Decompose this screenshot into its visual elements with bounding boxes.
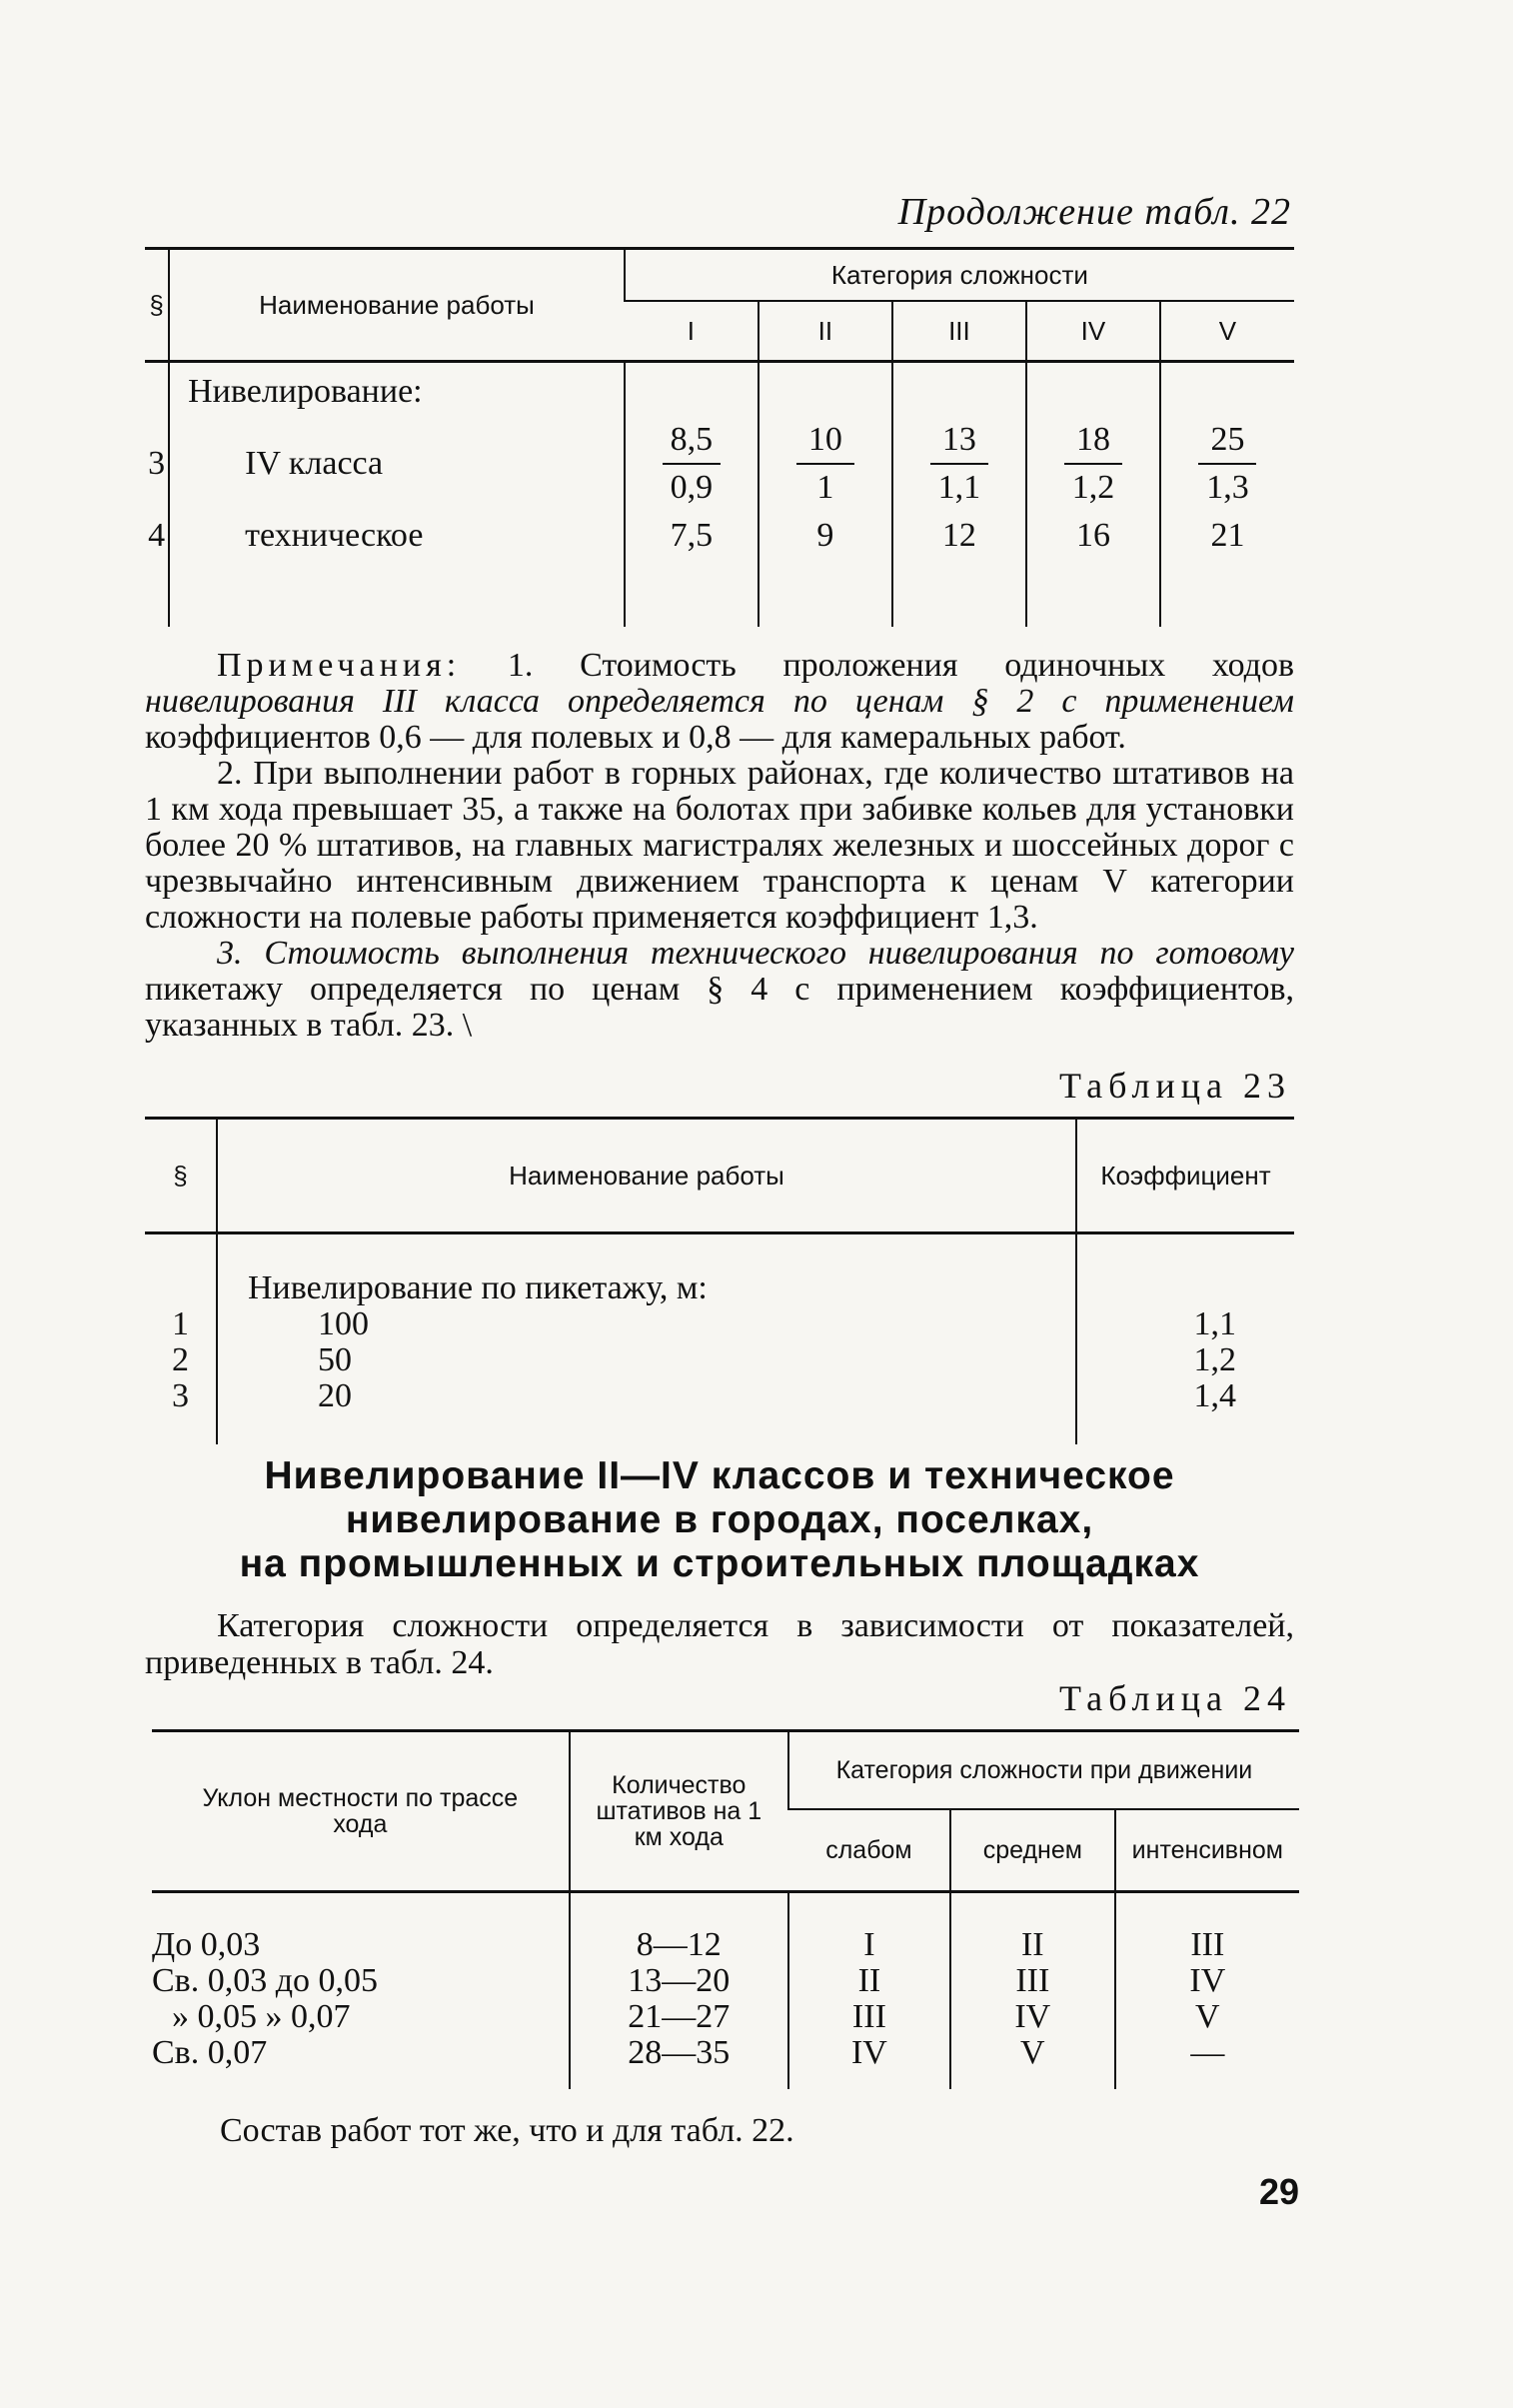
table-row (152, 1963, 1299, 1999)
row-medium: III (950, 1963, 1115, 1999)
value-top: 18 (1064, 421, 1122, 465)
note-2: 2. При выполнении работ в горных районах, где количество штативов на 1 км хода превышает 35, а также на болотах при забивке кольев для установки более 20 % штативов, на главных магистралях железных и шоссейных дорог с чрезвычайно интенсивным движением транспорта к ценам V категории сложности на полевые работы применяется коэффициент 1,3. (145, 755, 1294, 936)
value-bottom: 1,1 (937, 469, 981, 506)
section-heading-line-3: на промышленных и строительных площадках (239, 1542, 1200, 1585)
row-name: техническое (169, 507, 625, 565)
table-24 (152, 1729, 1299, 2089)
row-coefficient: 1,4 (1076, 1378, 1294, 1444)
note-3-part-b: пикетажу определяется по ценам § 4 с применением коэффициентов, указанных в табл. 23. \ (145, 971, 1294, 1044)
row-section: 3 (148, 445, 166, 482)
table-row (145, 507, 1294, 565)
table-row (145, 1306, 1294, 1342)
header-tripod-count: Количество штативов на 1 км хода (570, 1731, 788, 1892)
header-section: § (173, 1160, 188, 1191)
section-paragraph (145, 1607, 1294, 1681)
value-cell: 9 (758, 507, 892, 565)
table-row (152, 1892, 1299, 1964)
row-intense: IV (1115, 1963, 1299, 1999)
value-bottom: 1,3 (1206, 469, 1249, 506)
note-1 (145, 648, 1294, 756)
row-weak: I (788, 1892, 950, 1964)
value-cell: 16 (1026, 507, 1160, 565)
value-top: 13 (930, 421, 988, 465)
value-top: 25 (1198, 421, 1256, 465)
row-name: 20 (217, 1378, 1076, 1444)
header-cat-5: V (1160, 301, 1294, 362)
header-weak: слабом (788, 1809, 950, 1892)
table-row (145, 421, 1294, 507)
table-23-caption: Таблица 23 (1059, 1066, 1291, 1106)
row-weak: III (788, 1999, 950, 2035)
table-row (145, 1342, 1294, 1378)
header-category: Категория сложности (625, 249, 1294, 302)
row-medium: V (950, 2035, 1115, 2089)
header-coefficient: Коэффициент (1076, 1119, 1294, 1233)
section-heading (145, 1454, 1294, 1586)
notes-block (145, 648, 1294, 1044)
notes-lead: Примечания: (217, 647, 462, 684)
header-category: Категория сложности при движении (788, 1731, 1299, 1810)
footer-note: Состав работ тот же, что и для табл. 22. (220, 2112, 794, 2149)
row-coefficient: 1,2 (1076, 1342, 1294, 1378)
table-22 (145, 247, 1294, 627)
group-label: Нивелирование по пикетажу, м: (217, 1233, 1076, 1307)
group-label: Нивелирование: (169, 362, 625, 422)
note-1-part-b: нивелирования III класса определяется по ценам § 2 с применением (145, 683, 1294, 720)
value-bottom: 0,9 (670, 469, 714, 506)
value-cell: 12 (892, 507, 1026, 565)
row-intense: — (1115, 2035, 1299, 2089)
header-intense: интенсивном (1115, 1809, 1299, 1892)
value-top: 10 (796, 421, 854, 465)
row-slope: До 0,03 (152, 1926, 261, 1963)
section-heading-line-1: Нивелирование II—IV классов и техническое (264, 1454, 1175, 1497)
header-work-name: Наименование работы (169, 249, 625, 362)
table-row (145, 1378, 1294, 1444)
page-number: 29 (1258, 2171, 1299, 2212)
row-count: 8—12 (570, 1892, 788, 1964)
row-slope: Св. 0,07 (152, 2034, 268, 2071)
header-section: § (149, 289, 164, 320)
row-medium: IV (950, 1999, 1115, 2035)
table-row (152, 1999, 1299, 2035)
value-top: 8,5 (663, 421, 721, 465)
value-cell: 7,5 (625, 507, 758, 565)
header-cat-2: II (758, 301, 892, 362)
row-name: 100 (217, 1306, 1076, 1342)
row-count: 28—35 (570, 2035, 788, 2089)
note-3-part-a: 3. Стоимость выполнения технического нивелирования по готовому (217, 935, 1294, 972)
header-cat-1: I (625, 301, 758, 362)
note-1-part-a: 1. Стоимость проложения одиночных ходов (507, 647, 1294, 684)
row-count: 13—20 (570, 1963, 788, 1999)
row-section: 4 (148, 517, 166, 554)
row-section: 3 (172, 1377, 189, 1414)
row-intense: III (1115, 1892, 1299, 1964)
value-cell: 21 (1160, 507, 1294, 565)
header-cat-4: IV (1026, 301, 1160, 362)
header-slope: Уклон местности по трассе хода (202, 1784, 519, 1838)
row-section: 1 (172, 1305, 189, 1342)
table-23 (145, 1117, 1294, 1444)
value-bottom: 1,2 (1071, 469, 1115, 506)
row-coefficient: 1,1 (1076, 1306, 1294, 1342)
note-1-part-c: коэффициентов 0,6 — для полевых и 0,8 — для камеральных работ. (145, 719, 1126, 756)
table-24-caption: Таблица 24 (1059, 1678, 1291, 1718)
table-row (152, 2035, 1299, 2089)
row-weak: II (788, 1963, 950, 1999)
section-heading-line-2: нивелирование в городах, поселках, (345, 1498, 1094, 1541)
value-bottom: 1 (816, 469, 834, 506)
section-paragraph-text: Категория сложности определяется в зависимости от показателей, приведенных в табл. 24. (145, 1607, 1294, 1681)
header-cat-3: III (892, 301, 1026, 362)
row-name: 50 (217, 1342, 1076, 1378)
row-count: 21—27 (570, 1999, 788, 2035)
row-name: IV класса (169, 421, 625, 507)
row-section: 2 (172, 1341, 189, 1378)
row-medium: II (950, 1892, 1115, 1964)
note-3 (145, 936, 1294, 1044)
row-intense: V (1115, 1999, 1299, 2035)
row-slope: Св. 0,03 до 0,05 (152, 1962, 379, 1999)
row-slope: » 0,05 » 0,07 (172, 1998, 351, 2035)
table-22-continuation-caption: Продолжение табл. 22 (897, 191, 1291, 233)
row-weak: IV (788, 2035, 950, 2089)
header-work-name: Наименование работы (217, 1119, 1076, 1233)
header-medium: среднем (950, 1809, 1115, 1892)
